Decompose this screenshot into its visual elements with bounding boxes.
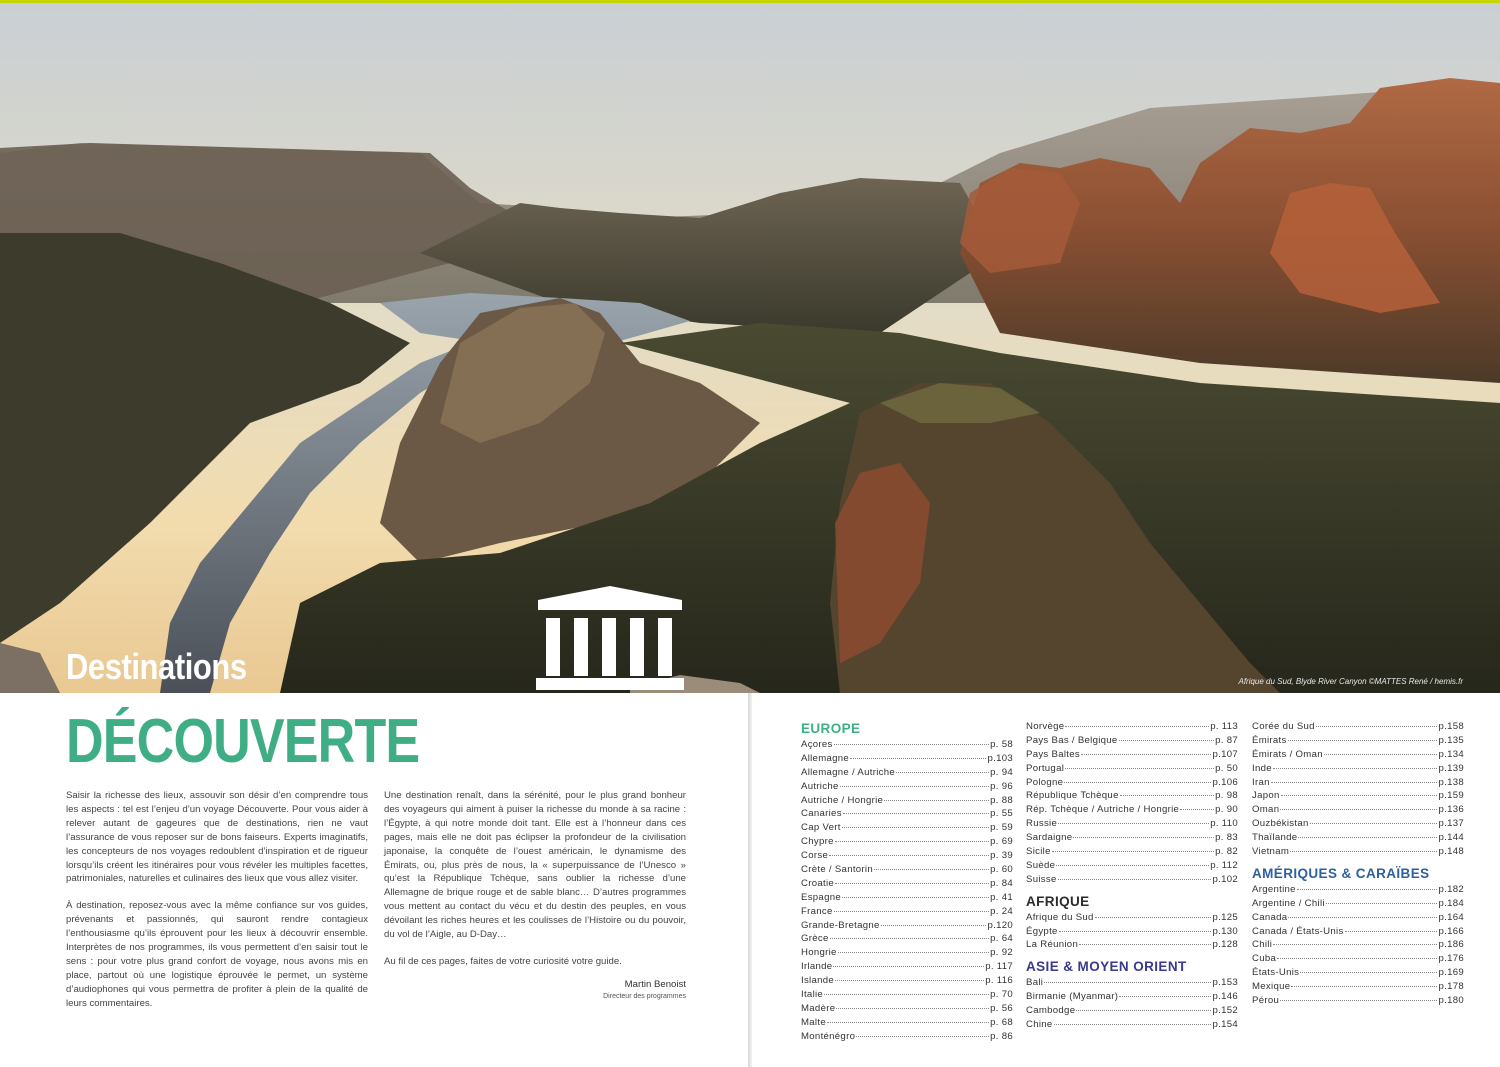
signature-name: Martin Benoist <box>624 978 686 990</box>
dot-leader <box>1281 795 1438 796</box>
destination-name: Pologne <box>1026 776 1064 788</box>
destination-name: Corse <box>801 850 829 862</box>
destination-name: Vietnam <box>1252 846 1290 858</box>
dot-leader <box>1280 1000 1437 1001</box>
destination-name: Bali <box>1026 977 1044 989</box>
destination-index-column-3 <box>1252 720 1464 1008</box>
destination-name: Grèce <box>801 933 829 945</box>
index-entry <box>1026 859 1238 873</box>
dot-leader <box>1058 879 1212 880</box>
destination-name: Autriche / Hongrie <box>801 794 884 806</box>
destination-name: Cap Vert <box>801 822 841 834</box>
dot-leader <box>835 841 989 842</box>
dot-leader <box>835 980 984 981</box>
page-reference: p.148 <box>1438 846 1464 858</box>
index-entry <box>801 794 1013 808</box>
page-reference: p. 50 <box>1215 762 1238 774</box>
region-heading: ASIE & MOYEN ORIENT <box>1026 959 1187 975</box>
index-entry <box>1026 762 1238 776</box>
destination-name: Pays Baltes <box>1026 748 1080 760</box>
hero-photo <box>0 3 1500 693</box>
dot-leader <box>1059 931 1212 932</box>
index-entry <box>1252 883 1464 897</box>
page-reference: p.144 <box>1438 832 1464 844</box>
index-entry <box>1252 994 1464 1008</box>
intro-paragraph: Saisir la richesse des lieux, assouvir son désir d’en comprendre tous les aspects : tel est l’enjeu d’un voyage Découverte. Pour vous aider à relever autant de gageures que de destinations, rien ne vaut l’assurance de vous reposer sur de bons faiseurs. Experts imaginatifs, les concepteurs de nos voyages redoublent d’inspiration et de rigueur lorsqu’ils créent les itinéraires pour vous révéler les multiples facettes, patrimoniales, naturelles et culinaires des lieux que vous allez visiter. <box>66 790 368 885</box>
destination-name: Égypte <box>1026 925 1058 937</box>
dot-leader <box>842 897 989 898</box>
destination-name: Canada / États-Unis <box>1252 925 1344 937</box>
destination-name: Islande <box>801 975 835 987</box>
dot-leader <box>1056 865 1209 866</box>
index-entry <box>1252 762 1464 776</box>
index-entry <box>1026 831 1238 845</box>
dot-leader <box>1273 944 1437 945</box>
index-entry <box>1252 789 1464 803</box>
destination-name: Chine <box>1026 1019 1053 1031</box>
destination-name: Portugal <box>1026 762 1065 774</box>
dot-leader <box>1052 851 1214 852</box>
dot-leader <box>856 1036 989 1037</box>
destination-name: Irlande <box>801 961 833 973</box>
page-reference: p.152 <box>1212 1005 1238 1017</box>
page-reference: p. 39 <box>990 850 1013 862</box>
destination-name: Thaïlande <box>1252 832 1298 844</box>
destination-name: Croatie <box>801 877 835 889</box>
dot-leader <box>1120 795 1214 796</box>
page-reference: p. 88 <box>990 794 1013 806</box>
destination-name: Ouzbékistan <box>1252 818 1309 830</box>
index-entry <box>1026 720 1238 734</box>
index-entry <box>1252 720 1464 734</box>
dot-leader <box>834 911 989 912</box>
index-entry <box>1026 734 1238 748</box>
destination-name: République Tchèque <box>1026 790 1119 802</box>
signature-block <box>384 978 686 1001</box>
page-reference: p.158 <box>1438 721 1464 732</box>
page-reference: p.103 <box>987 752 1013 764</box>
index-entry <box>1252 748 1464 762</box>
index-entry <box>801 988 1013 1002</box>
page-reference: p.137 <box>1438 818 1464 830</box>
page-title-decouverte: DÉCOUVERTE <box>66 707 420 776</box>
photo-credit: Afrique du Sud, Blyde River Canyon ©MATTES René / hemis.fr <box>1238 677 1463 686</box>
dot-leader <box>1345 931 1438 932</box>
region-heading: AFRIQUE <box>1026 893 1090 909</box>
intro-column-2 <box>384 789 686 1001</box>
page-reference: p.182 <box>1438 883 1464 895</box>
index-entry <box>801 766 1013 780</box>
page-reference: p. 60 <box>990 864 1013 876</box>
destination-name: Corée du Sud <box>1252 721 1315 732</box>
dot-leader <box>1291 986 1437 987</box>
destination-name: Argentine / Chili <box>1252 897 1325 909</box>
index-entry <box>1026 911 1238 925</box>
dot-leader <box>1300 972 1437 973</box>
page-reference: p.180 <box>1438 995 1464 1007</box>
page-reference: p. 68 <box>990 1016 1013 1028</box>
destination-name: La Réunion <box>1026 939 1079 951</box>
dot-leader <box>1273 768 1438 769</box>
page-reference: p.159 <box>1438 790 1464 802</box>
page-reference: p.184 <box>1438 897 1464 909</box>
destination-name: Allemagne / Autriche <box>801 766 895 778</box>
index-entry <box>801 738 1013 752</box>
destination-index-column-2 <box>1026 720 1238 1032</box>
dot-leader <box>1064 782 1211 783</box>
dot-leader <box>1297 889 1438 890</box>
index-entry <box>1252 776 1464 790</box>
destination-name: Cuba <box>1252 953 1277 965</box>
dot-leader <box>1054 1024 1212 1025</box>
page-reference: p.138 <box>1438 776 1464 788</box>
destination-name: Hongrie <box>801 947 837 959</box>
page-reference: p. 116 <box>985 975 1013 987</box>
destination-name: France <box>801 905 833 917</box>
dot-leader <box>1316 726 1438 727</box>
page-reference: p. 112 <box>1210 859 1238 871</box>
page-reference: p.134 <box>1438 748 1464 760</box>
index-entry <box>1026 1004 1238 1018</box>
page-reference: p. 83 <box>1215 832 1238 844</box>
page-reference: p. 55 <box>990 808 1013 820</box>
index-entry <box>801 780 1013 794</box>
page-reference: p. 84 <box>990 877 1013 889</box>
page-reference: p.136 <box>1438 804 1464 816</box>
index-entry <box>801 960 1013 974</box>
index-entry <box>1252 817 1464 831</box>
dot-leader <box>838 952 989 953</box>
destination-name: Sicile <box>1026 846 1051 858</box>
dot-leader <box>1076 1010 1211 1011</box>
index-entry <box>1252 803 1464 817</box>
page-reference: p. 92 <box>990 947 1013 959</box>
destination-name: Russie <box>1026 818 1058 830</box>
dot-leader <box>827 1022 989 1023</box>
dot-leader <box>1280 809 1437 810</box>
page-reference: p.130 <box>1212 925 1238 937</box>
destination-name: Japon <box>1252 790 1280 802</box>
destination-name: Argentine <box>1252 883 1296 895</box>
destination-index-column-1 <box>801 720 1013 1044</box>
destination-name: Madère <box>801 1002 836 1014</box>
index-entry <box>801 1016 1013 1030</box>
index-entry <box>1026 925 1238 939</box>
page-reference: p.125 <box>1212 911 1238 923</box>
index-entry <box>801 974 1013 988</box>
dot-leader <box>1326 903 1438 904</box>
index-entry <box>1026 976 1238 990</box>
destination-name: Sardaigne <box>1026 832 1073 844</box>
destination-name: Chili <box>1252 939 1273 951</box>
page-reference: p.169 <box>1438 967 1464 979</box>
page-reference: p. 86 <box>990 1030 1013 1042</box>
page-reference: p. 110 <box>1210 818 1238 830</box>
destination-name: Rép. Tchèque / Autriche / Hongrie <box>1026 804 1180 816</box>
page-reference: p. 69 <box>990 836 1013 848</box>
destination-name: Norvège <box>1026 721 1065 732</box>
destination-name: Malte <box>801 1016 826 1028</box>
page-reference: p. 98 <box>1215 790 1238 802</box>
index-entry <box>1252 966 1464 980</box>
page-reference: p. 82 <box>1215 846 1238 858</box>
page-reference: p.178 <box>1438 981 1464 993</box>
dot-leader <box>1119 996 1211 997</box>
signature-role: Directeur des programmes <box>603 992 686 1000</box>
dot-leader <box>896 772 989 773</box>
dot-leader <box>1095 917 1212 918</box>
index-entry <box>801 863 1013 877</box>
dot-leader <box>1044 982 1211 983</box>
page-reference: p. 59 <box>990 822 1013 834</box>
dot-leader <box>829 855 989 856</box>
destination-name: Afrique du Sud <box>1026 911 1094 923</box>
index-entry <box>1026 789 1238 803</box>
index-entry <box>801 1030 1013 1044</box>
destination-name: États-Unis <box>1252 967 1300 979</box>
canyon-landscape-image <box>0 3 1500 693</box>
intro-paragraph: Une destination renaît, dans la sérénité, pour le plus grand bonheur des voyageurs qui aiment à puiser la richesse du monde à sa racine : l’Égypte, à qui notre monde doit tant. Elle est à l’honneur dans ces pages, mais elle ne doit pas éclipser la profondeur de la civilisation japonaise, la conquête de l’ouest américain, le dynamisme des Émirats, ou, plus près de nous, la « superpuissance de l’Unesco » qu’est la République Tchèque, sans oublier la richesse d’une Allemagne de brique rouge et de sable blanc… D’autres programmes vous mettent au contact du vécu et du destin des peuples, en vous dévoilant les riches heures et les coulisses de l’Histoire ou du pouvoir, du vol de l’Aigle, au D-Day… <box>384 790 686 941</box>
index-entry <box>1026 990 1238 1004</box>
destination-name: Crète / Santorin <box>801 864 873 876</box>
index-entry <box>801 946 1013 960</box>
page-reference: p. 70 <box>990 989 1013 1001</box>
dot-leader <box>836 1008 989 1009</box>
dot-leader <box>1119 740 1215 741</box>
page-reference: p. 24 <box>990 905 1013 917</box>
destination-name: Oman <box>1252 804 1280 816</box>
index-entry <box>801 849 1013 863</box>
page-reference: p. 96 <box>990 780 1013 792</box>
dot-leader <box>1271 782 1438 783</box>
destination-name: Espagne <box>801 891 841 903</box>
dot-leader <box>1288 917 1437 918</box>
dot-leader <box>843 813 989 814</box>
index-entry <box>1026 803 1238 817</box>
index-entry <box>1026 1018 1238 1032</box>
dot-leader <box>1277 958 1437 959</box>
dot-leader <box>1065 726 1209 727</box>
page-reference: p.102 <box>1212 873 1238 885</box>
index-entry <box>1252 734 1464 748</box>
index-entry <box>1026 845 1238 859</box>
index-entry <box>801 821 1013 835</box>
page-reference: p. 56 <box>990 1002 1013 1014</box>
destination-name: Inde <box>1252 762 1272 774</box>
destination-name: Pérou <box>1252 995 1280 1007</box>
page-reference: p. 87 <box>1215 734 1238 746</box>
page-reference: p. 64 <box>990 933 1013 945</box>
index-entry <box>801 919 1013 933</box>
destination-name: Italie <box>801 989 824 1001</box>
dot-leader <box>1288 740 1438 741</box>
dot-leader <box>1058 823 1209 824</box>
destination-name: Autriche <box>801 780 839 792</box>
destination-name: Grande-Bretagne <box>801 919 880 931</box>
dot-leader <box>1324 754 1438 755</box>
page-reference: p.135 <box>1438 734 1464 746</box>
page-reference: p.166 <box>1438 925 1464 937</box>
page-reference: p.154 <box>1212 1019 1238 1031</box>
page-reference: p. 90 <box>1215 804 1238 816</box>
index-entry <box>801 891 1013 905</box>
destination-name: Émirats / Oman <box>1252 748 1323 760</box>
region-heading: EUROPE <box>801 721 861 736</box>
index-entry <box>1252 952 1464 966</box>
index-entry <box>1252 911 1464 925</box>
destination-name: Canaries <box>801 808 842 820</box>
index-entry <box>801 932 1013 946</box>
page-reference: p.139 <box>1438 762 1464 774</box>
index-entry <box>801 807 1013 821</box>
destination-name: Açores <box>801 739 833 750</box>
page-reference: p. 113 <box>1210 721 1238 732</box>
index-entry <box>1026 873 1238 887</box>
region-heading: AMÉRIQUES & CARAÏBES <box>1252 865 1430 881</box>
page-reference: p. 41 <box>990 891 1013 903</box>
dot-leader <box>881 925 987 926</box>
index-entry <box>801 835 1013 849</box>
section-title-destinations: Destinations <box>66 646 247 687</box>
page-reference: p.153 <box>1212 977 1238 989</box>
intro-paragraph: Au fil de ces pages, faites de votre curiosité votre guide. <box>384 955 622 967</box>
index-entry <box>1026 776 1238 790</box>
destination-name: Mexique <box>1252 981 1291 993</box>
index-entry <box>801 752 1013 766</box>
destination-name: Suède <box>1026 859 1056 871</box>
page-reference: p. 117 <box>985 961 1013 973</box>
index-entry <box>1252 897 1464 911</box>
dot-leader <box>1065 768 1214 769</box>
index-entry <box>1026 938 1238 952</box>
destination-name: Émirats <box>1252 734 1287 746</box>
destination-name: Allemagne <box>801 752 850 764</box>
dot-leader <box>833 966 984 967</box>
dot-leader <box>850 758 986 759</box>
dot-leader <box>834 744 989 745</box>
page-reference: p.106 <box>1212 776 1238 788</box>
dot-leader <box>830 938 990 939</box>
page-reference: p.120 <box>987 919 1013 931</box>
index-entry <box>1026 817 1238 831</box>
dot-leader <box>824 994 989 995</box>
dot-leader <box>835 883 989 884</box>
index-entry <box>1252 980 1464 994</box>
page-reference: p.107 <box>1212 748 1238 760</box>
page-reference: p. 94 <box>990 766 1013 778</box>
dot-leader <box>1081 754 1212 755</box>
page-reference: p.164 <box>1438 911 1464 923</box>
destination-name: Suisse <box>1026 873 1057 885</box>
page-reference: p. 58 <box>990 739 1013 750</box>
page-reference: p.146 <box>1212 991 1238 1003</box>
page-reference: p.186 <box>1438 939 1464 951</box>
dot-leader <box>1298 837 1437 838</box>
dot-leader <box>884 800 989 801</box>
dot-leader <box>1290 851 1437 852</box>
dot-leader <box>1073 837 1214 838</box>
page-reference: p.176 <box>1438 953 1464 965</box>
destination-name: Cambodge <box>1026 1005 1076 1017</box>
index-entry <box>1252 925 1464 939</box>
index-entry <box>801 877 1013 891</box>
dot-leader <box>1180 809 1214 810</box>
index-entry <box>1026 748 1238 762</box>
dot-leader <box>842 827 989 828</box>
intro-column-1 <box>66 789 368 1024</box>
destination-name: Monténégro <box>801 1030 856 1042</box>
page-reference: p.128 <box>1212 939 1238 951</box>
index-entry <box>801 905 1013 919</box>
destination-name: Chypre <box>801 836 834 848</box>
index-entry <box>1252 831 1464 845</box>
temple-columns-icon <box>536 586 684 690</box>
destination-name: Pays Bas / Belgique <box>1026 734 1118 746</box>
index-entry <box>1252 845 1464 859</box>
destination-name: Birmanie (Myanmar) <box>1026 991 1119 1003</box>
dot-leader <box>874 869 989 870</box>
destination-name: Canada <box>1252 911 1288 923</box>
dot-leader <box>1079 944 1211 945</box>
destination-name: Iran <box>1252 776 1270 788</box>
intro-paragraph: À destination, reposez-vous avec la même confiance sur vos guides, prévenants et passionnés, qui sauront rendre contagieux l’enthousiasme qu’ils éprouvent pour les lieux à découvrir ensemble. Interprètes de nos programmes, ils vous permettent d’en saisir tout le sens : pour votre plus grand confort de voyage, nous avons mis en place, partout où une logistique éprouvée le permet, un système d’audiophones qui vous permettra de profiter à plein de la qualité de leurs commentaires. <box>66 900 368 1009</box>
index-entry <box>1252 938 1464 952</box>
index-entry <box>801 1002 1013 1016</box>
dot-leader <box>840 786 990 787</box>
dot-leader <box>1310 823 1438 824</box>
